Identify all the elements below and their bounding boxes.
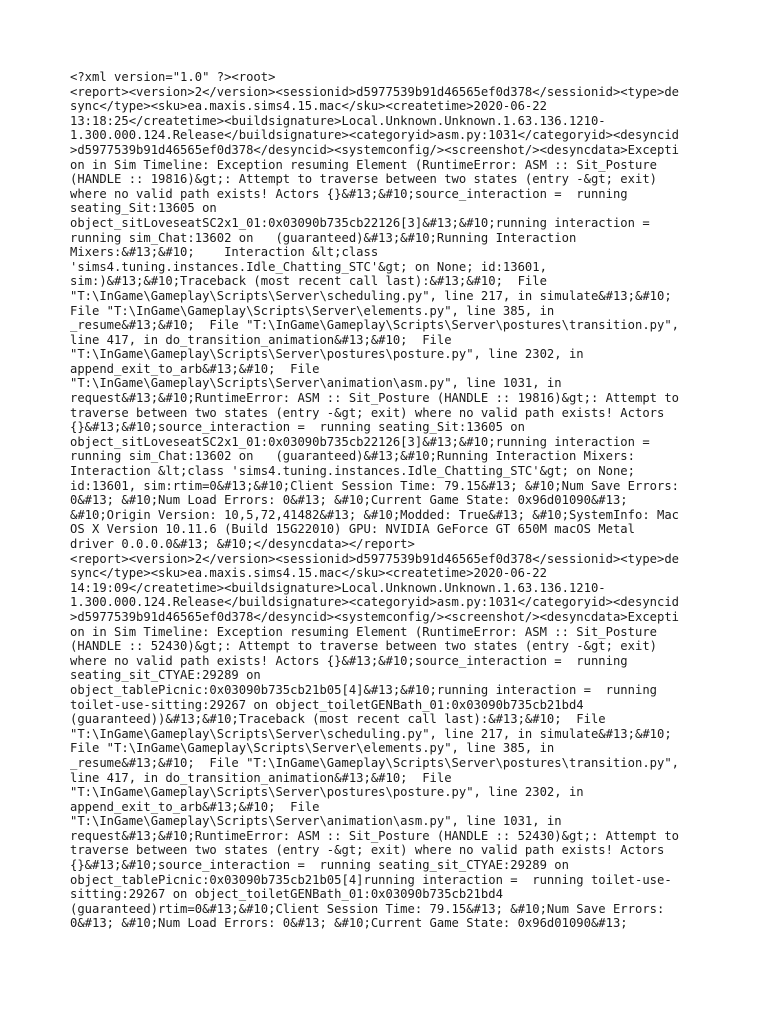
text-line: >d5977539b91d46565ef0d378</desyncid><systemconfig/><screenshot/><desyncdata>Excepti [70,609,680,624]
text-line: >d5977539b91d46565ef0d378</desyncid><systemconfig/><screenshot/><desyncdata>Excepti [70,142,680,157]
text-line: File "T:\InGame\Gameplay\Scripts\Server\elements.py", line 385, in [70,303,555,318]
text-line: <report><version>2</version><sessionid>d5977539b91d46565ef0d378</sessionid><type>de [70,551,680,566]
text-line: <?xml version="1.0" ?><root> [70,70,276,84]
text-line: 0&#13; &#10;Num Load Errors: 0&#13; &#10;Current Game State: 0x96d01090&#13; [70,916,628,931]
text-line: (HANDLE :: 52430)&gt;: Attempt to traverse between two states (entry -&gt; exit) [70,639,657,654]
document-page [70,70,702,931]
text-line: running sim_Chat:13602 on (guaranteed)&#13;&#10;Running Interaction [70,230,577,245]
text-line: &#10;Origin Version: 10,5,72,41482&#13; &#10;Modded: True&#13; &#10;SystemInfo: Mac [70,507,680,522]
text-line: <report><version>2</version><sessionid>d5977539b91d46565ef0d378</sessionid><type>de [70,84,680,99]
text-line: File "T:\InGame\Gameplay\Scripts\Server\elements.py", line 385, in [70,741,555,756]
document-text [70,70,702,931]
text-line: (guaranteed))&#13;&#10;Traceback (most recent call last):&#13;&#10; File [70,712,606,727]
text-line: (guaranteed)rtim=0&#13;&#10;Client Session Time: 79.15&#13; &#10;Num Save Errors: [70,901,665,916]
text-line: {}&#13;&#10;source_interaction = running seating_Sit:13605 on [70,420,525,435]
text-line: sitting:29267 on object_toiletGENBath_01:0x03090b735cb21bd4 [70,887,503,902]
text-line: "T:\InGame\Gameplay\Scripts\Server\animation\asm.py", line 1031, in [70,376,562,391]
text-line: Mixers:&#13;&#10; Interaction &lt;class [70,245,379,260]
text-line: sync</type><sku>ea.maxis.sims4.15.mac</sku><createtime>2020-06-22 [70,99,547,114]
text-line: traverse between two states (entry -&gt; exit) where no valid path exists! Actors [70,843,665,858]
text-line: running sim_Chat:13602 on (guaranteed)&#13;&#10;Running Interaction Mixers: [70,449,635,464]
text-line: object_sitLoveseatSC2x1_01:0x03090b735cb22126[3]&#13;&#10;running interaction = [70,434,650,449]
text-line: _resume&#13;&#10; File "T:\InGame\Gameplay\Scripts\Server\postures\transition.py", [70,318,680,333]
text-line: id:13601, sim:rtim=0&#13;&#10;Client Session Time: 79.15&#13; &#10;Num Save Errors: [70,478,680,493]
text-line: "T:\InGame\Gameplay\Scripts\Server\scheduling.py", line 217, in simulate&#13;&#10; [70,726,672,741]
text-line: "T:\InGame\Gameplay\Scripts\Server\animation\asm.py", line 1031, in [70,814,562,829]
text-line: append_exit_to_arb&#13;&#10; File [70,799,320,814]
text-line: toilet-use-sitting:29267 on object_toiletGENBath_01:0x03090b735cb21bd4 [70,697,584,712]
text-line: request&#13;&#10;RuntimeError: ASM :: Sit_Posture (HANDLE :: 52430)&gt;: Attempt to [70,828,680,843]
text-line: 1.300.000.124.Release</buildsignature><categoryid>asm.py:1031</categoryid><desyncid [70,128,680,143]
text-line: object_tablePicnic:0x03090b735cb21b05[4]&#13;&#10;running interaction = running [70,682,657,697]
text-line: _resume&#13;&#10; File "T:\InGame\Gameplay\Scripts\Server\postures\transition.py", [70,755,680,770]
text-line: object_sitLoveseatSC2x1_01:0x03090b735cb22126[3]&#13;&#10;running interaction = [70,215,650,230]
text-line: where no valid path exists! Actors {}&#13;&#10;source_interaction = running [70,186,628,201]
text-line: {}&#13;&#10;source_interaction = running seating_sit_CTYAE:29289 on [70,858,569,873]
text-line: append_exit_to_arb&#13;&#10; File [70,361,320,376]
text-line: sim:)&#13;&#10;Traceback (most recent call last):&#13;&#10; File [70,274,547,289]
text-line: seating_Sit:13605 on [70,201,217,216]
text-line: OS X Version 10.11.6 (Build 15G22010) GPU: NVIDIA GeForce GT 650M macOS Metal [70,522,635,537]
text-line: seating_sit_CTYAE:29289 on [70,668,261,683]
text-line: driver 0.0.0.0&#13; &#10;</desyncdata></report> [70,537,415,551]
text-line: (HANDLE :: 19816)&gt;: Attempt to traverse between two states (entry -&gt; exit) [70,172,657,187]
text-line: request&#13;&#10;RuntimeError: ASM :: Sit_Posture (HANDLE :: 19816)&gt;: Attempt to [70,391,680,406]
text-line: line 417, in do_transition_animation&#13;&#10; File [70,770,452,785]
text-line: 1.300.000.124.Release</buildsignature><categoryid>asm.py:1031</categoryid><desyncid [70,595,680,610]
text-line: 13:18:25</createtime><buildsignature>Local.Unknown.Unknown.1.63.136.1210- [70,113,606,128]
text-line: on in Sim Timeline: Exception resuming Element (RuntimeError: ASM :: Sit_Posture [70,624,657,639]
text-line: 0&#13; &#10;Num Load Errors: 0&#13; &#10;Current Game State: 0x96d01090&#13; [70,493,628,508]
text-line: 14:19:09</createtime><buildsignature>Local.Unknown.Unknown.1.63.136.1210- [70,580,606,595]
text-line: 'sims4.tuning.instances.Idle_Chatting_STC'&gt; on None; id:13601, [70,259,547,274]
text-line: "T:\InGame\Gameplay\Scripts\Server\postures\posture.py", line 2302, in [70,785,584,800]
text-line: "T:\InGame\Gameplay\Scripts\Server\postures\posture.py", line 2302, in [70,347,584,362]
text-line: line 417, in do_transition_animation&#13;&#10; File [70,332,452,347]
text-line: where no valid path exists! Actors {}&#13;&#10;source_interaction = running [70,653,628,668]
text-line: "T:\InGame\Gameplay\Scripts\Server\scheduling.py", line 217, in simulate&#13;&#10; [70,288,672,303]
text-line: object_tablePicnic:0x03090b735cb21b05[4]running interaction = running toilet-use- [70,872,672,887]
text-line: traverse between two states (entry -&gt; exit) where no valid path exists! Actors [70,405,665,420]
text-line: on in Sim Timeline: Exception resuming Element (RuntimeError: ASM :: Sit_Posture [70,157,657,172]
text-line: sync</type><sku>ea.maxis.sims4.15.mac</sku><createtime>2020-06-22 [70,566,547,581]
text-line: Interaction &lt;class 'sims4.tuning.instances.Idle_Chatting_STC'&gt; on None; [70,464,635,479]
